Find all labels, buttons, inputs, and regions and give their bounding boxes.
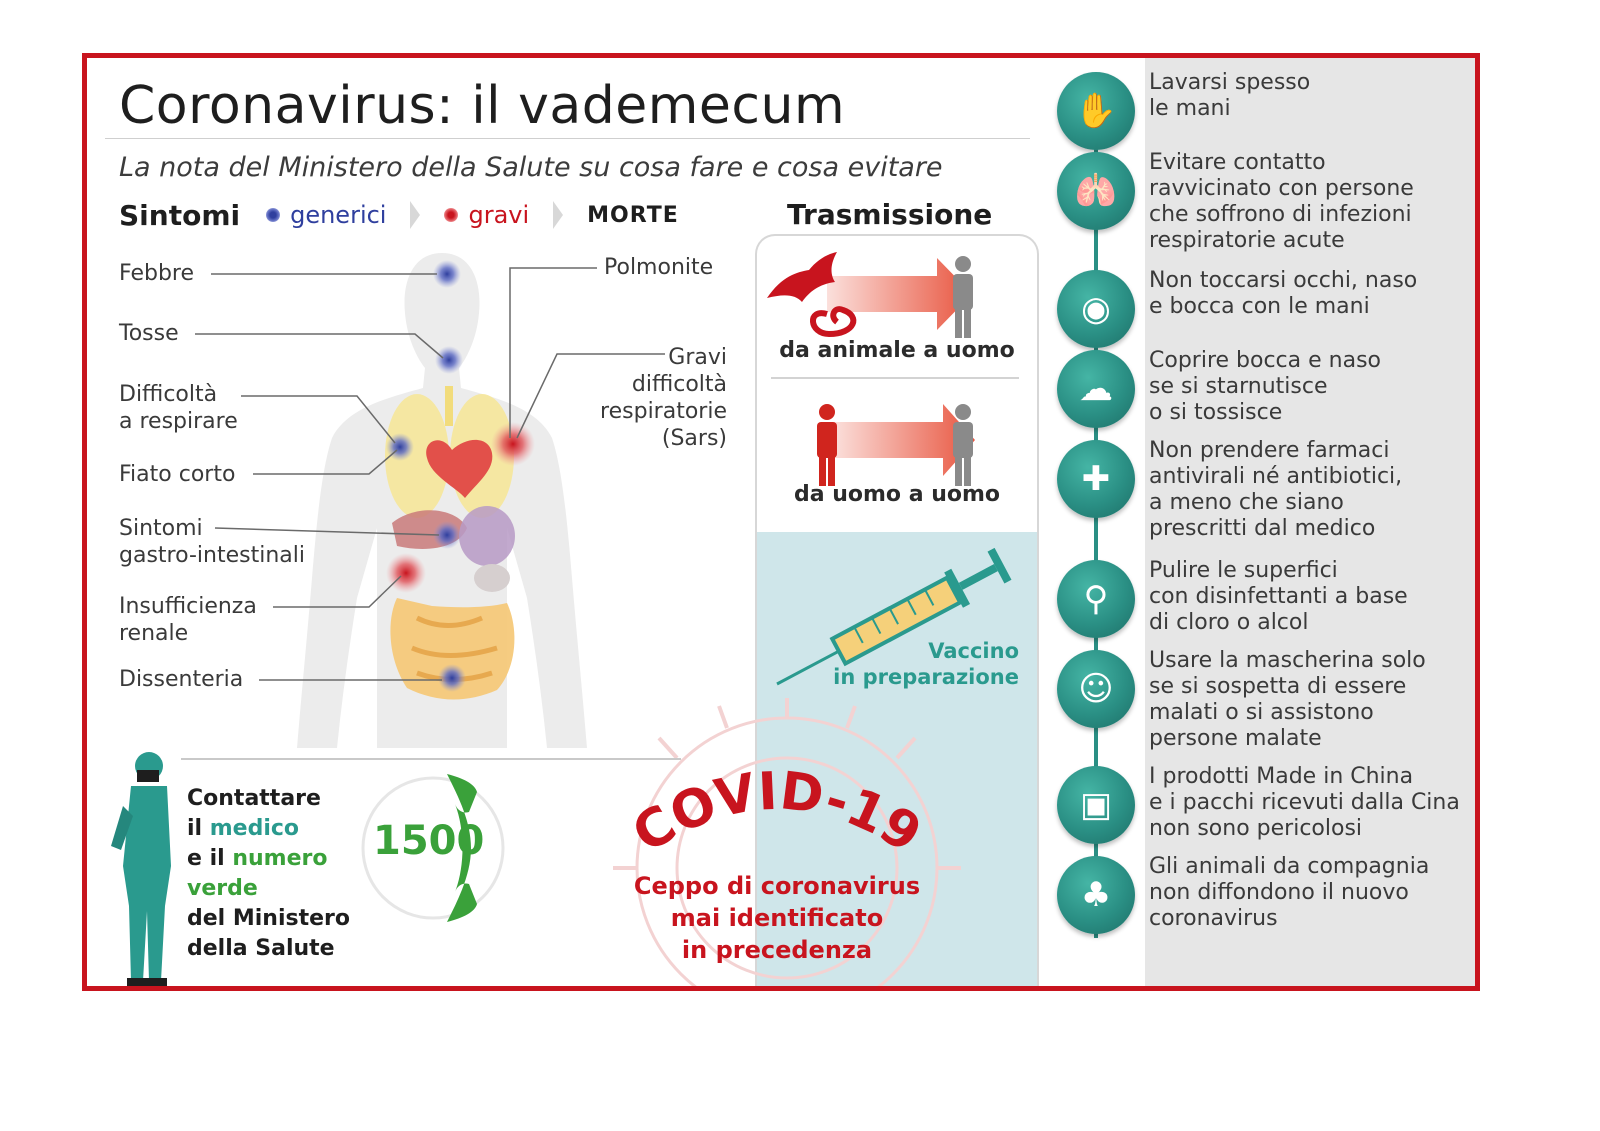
contact-line5: del Ministero [187,906,351,931]
phone-number: 1500 [373,818,485,864]
lungs-icon-glyph: 🫁 [1074,171,1118,211]
measure-line: persone malate [1149,726,1322,751]
symptom-gravi-line4: (Sars) [661,426,727,451]
measure-line: ravvicinato con persone [1149,176,1414,201]
package-icon-glyph: ▣ [1079,785,1113,825]
legend-gravi: gravi [468,201,530,229]
symptom-tosse: Tosse [119,321,179,346]
measure-item [1149,348,1381,426]
pneumonia-dot [491,422,535,466]
measure-line: prescritti dal medico [1149,516,1376,541]
contact-line1: Contattare [187,786,321,811]
measure-line: e i pacchi ricevuti dalla Cina [1149,790,1460,815]
symptom-gravi-difficolta [587,344,727,452]
measure-line: che soffrono di infezioni [1149,202,1412,227]
arrow-animal-icon [827,258,972,330]
measure-item [1149,854,1429,932]
measure-line: Lavarsi spesso [1149,70,1311,95]
measure-line: Evitare contatto [1149,150,1326,175]
person-gray-icon [953,256,973,338]
measure-item [1149,764,1460,842]
measure-line: di cloro o alcol [1149,610,1309,635]
contact-line3-b: numero [232,846,328,871]
infographic-frame [82,53,1480,991]
symptom-difficolta [119,381,238,435]
transmission-human-label: da uomo a uomo [793,482,1001,507]
symptom-renale-line1: Insufficienza [119,594,257,619]
symptom-gastro [119,515,305,569]
measure-item [1149,438,1402,542]
symptom-dissenteria: Dissenteria [119,667,244,692]
vaccine-label-line2: in preparazione [833,665,1019,689]
measure-item [1149,268,1417,320]
symptom-febbre: Febbre [119,261,195,286]
contact-line3-a: e il [187,846,233,871]
measure-line: le mani [1149,96,1231,121]
symptom-gravi-line3: respiratorie [600,399,727,424]
cough-dot [435,346,463,374]
measure-item [1149,558,1408,636]
page-subtitle: La nota del Ministero della Salute su cosa fare e cosa evitare [119,152,943,183]
measure-line: antivirali né antibiotici, [1149,464,1403,489]
medicine-icon-glyph: ✚ [1081,459,1111,499]
covid-name: COVID-19 [622,761,932,866]
measure-line: Non toccarsi occhi, naso [1149,268,1418,293]
contact-line2 [187,814,350,844]
mask-icon [1057,650,1135,728]
person-red-icon [817,404,837,486]
symptom-gravi-line2: difficoltà [631,372,727,397]
symptom-gravi-line1: Gravi [668,345,727,370]
measure-line: Pulire le superfici [1149,558,1338,583]
hands-icon-glyph: ✋ [1074,91,1118,131]
svg-text:COVID-19 [623,761,932,865]
contact-line4: verde [187,876,258,901]
contact-text [187,784,350,964]
mask-icon-glyph: ☺ [1078,669,1114,709]
legend-sintomi: Sintomi [119,198,241,232]
measure-line: a meno che siano [1149,490,1344,515]
renal-dot [386,553,426,593]
measure-line: e bocca con le mani [1149,294,1370,319]
measure-item [1149,70,1310,122]
covid-strain-text [597,870,957,966]
lungs-icon [1057,152,1135,230]
symptom-polmonite: Polmonite [604,255,714,280]
measure-item [1149,150,1414,254]
vaccine-label-line1: Vaccino [928,639,1019,663]
measure-item [1149,648,1426,752]
symptom-difficolta-line1: Difficoltà [119,382,218,407]
measure-line: I prodotti Made in China [1149,764,1414,789]
sneeze-icon [1057,350,1135,428]
symptom-difficolta-line2: a respirare [119,409,238,434]
sneeze-icon-glyph: ☁ [1079,369,1113,409]
measure-line: Coprire bocca e naso [1149,348,1381,373]
eye-icon-glyph: ◉ [1081,289,1111,329]
symptom-gastro-line1: Sintomi [119,516,203,541]
measure-line: con disinfettanti a base [1149,584,1408,609]
cat-icon-glyph: ♣ [1080,875,1112,915]
package-icon [1057,766,1135,844]
transmission-animal-label: da animale a uomo [779,338,1015,363]
measure-line: o si tossisce [1149,400,1283,425]
contact-line2-a: il [187,816,210,841]
covid-strain-line2: mai identificato [670,904,884,932]
symptom-renale-line2: renale [119,621,189,646]
fever-dot [433,260,461,288]
doctor-icon [103,746,183,991]
medicine-icon [1057,440,1135,518]
hands-icon [1057,72,1135,150]
transmission-title: Trasmissione [787,198,993,231]
person-gray-2-icon [953,404,973,486]
measure-line: non sono pericolosi [1149,816,1363,841]
contact-line2-b: medico [209,816,300,841]
bat-icon [767,252,837,302]
vaccine-label [833,638,1019,690]
measure-line: se si sospetta di essere [1149,674,1407,699]
eye-icon [1057,270,1135,348]
snake-icon [813,309,853,334]
symptom-renale [119,593,257,647]
measure-line: malati o si assistono [1149,700,1374,725]
cleaning-icon-glyph: ⚲ [1083,579,1109,619]
cleaning-icon [1057,560,1135,638]
legend-generici: generici [290,201,387,229]
cat-icon [1057,856,1135,934]
covid-strain-line3: in precedenza [681,936,873,964]
measure-line: se si starnutisce [1149,374,1328,399]
measure-line: Usare la mascherina solo [1149,648,1426,673]
page-title: Coronavirus: il vademecum [119,76,846,136]
symptom-gastro-line2: gastro-intestinali [119,543,305,568]
legend-morte: MORTE [587,202,679,228]
measure-line: Non prendere farmaci [1149,438,1390,463]
measure-line: non diffondono il nuovo [1149,880,1409,905]
contact-line6: della Salute [187,936,335,961]
contact-line3 [187,844,350,874]
covid-title [607,758,947,878]
measure-line: coronavirus [1149,906,1278,931]
measure-line: respiratorie acute [1149,228,1345,253]
measure-line: Gli animali da compagnia [1149,854,1430,879]
symptom-fiato: Fiato corto [119,462,236,487]
dysentery-dot [438,664,466,692]
covid-strain-line1: Ceppo di coronavirus [633,872,921,900]
bottom-divider [181,758,681,760]
